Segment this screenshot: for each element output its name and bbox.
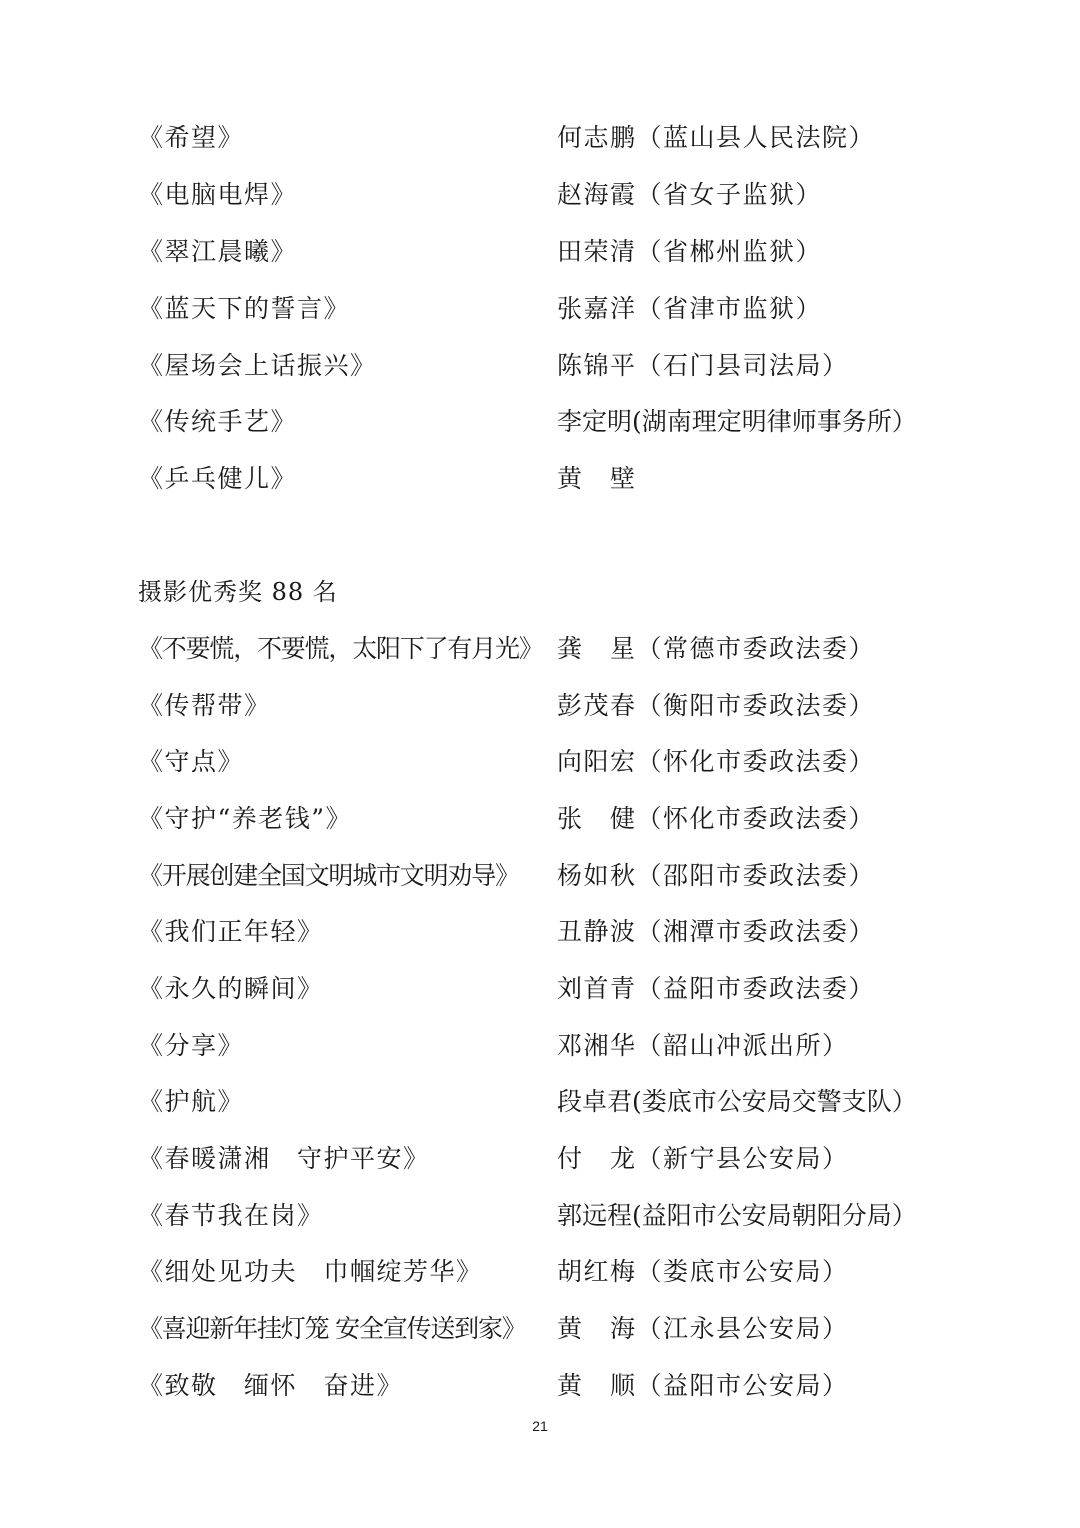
author-name: 黄 海（江永县公安局）: [557, 1314, 849, 1343]
author-name: 邓湘华（韶山冲派出所）: [557, 1031, 849, 1060]
list-item: [0, 346, 1080, 386]
work-title: 《乒乓健儿》: [138, 464, 298, 493]
work-title: 《喜迎新年挂灯笼 安全宣传送到家》: [138, 1314, 526, 1343]
work-title: 《希望》: [138, 123, 245, 152]
list-item: [0, 799, 1080, 839]
list-item: [0, 289, 1080, 329]
author-name: 李定明(湖南理定明律师事务所）: [557, 407, 917, 436]
author-name: 张 健（怀化市委政法委）: [557, 804, 876, 833]
list-item: [0, 1309, 1080, 1349]
work-title: 《不要慌，不要慌，太阳下了有月光》: [138, 634, 543, 663]
list-item: [0, 1366, 1080, 1406]
author-name: 赵海霞（省女子监狱）: [557, 180, 823, 209]
work-title: 《永久的瞬间》: [138, 974, 324, 1003]
author-name: 黄 顺（益阳市公安局）: [557, 1371, 849, 1400]
author-name: 段卓君(娄底市公安局交警支队）: [557, 1087, 917, 1116]
work-title: 《蓝天下的誓言》: [138, 294, 351, 323]
section-heading: 摄影优秀奖 88 名: [138, 578, 338, 606]
work-title: 《春节我在岗》: [138, 1201, 324, 1230]
list-item: [0, 232, 1080, 272]
list-item: [0, 856, 1080, 896]
author-name: 杨如秋（邵阳市委政法委）: [557, 861, 876, 890]
author-name: 陈锦平（石门县司法局）: [557, 351, 849, 380]
list-item: [0, 459, 1080, 499]
list-item: [0, 402, 1080, 442]
work-title: 《细处见功夫 巾帼绽芳华》: [138, 1257, 483, 1286]
work-title: 《春暖潇湘 守护平安》: [138, 1144, 430, 1173]
author-name: 张嘉洋（省津市监狱）: [557, 294, 823, 323]
list-item: [0, 175, 1080, 215]
work-title: 《翠江晨曦》: [138, 237, 298, 266]
work-title: 《致敬 缅怀 奋进》: [138, 1371, 404, 1400]
author-name: 黄 壁: [557, 464, 637, 493]
list-item: [0, 1026, 1080, 1066]
list-item: [0, 629, 1080, 669]
list-item: [0, 1252, 1080, 1292]
author-name: 彭茂春（衡阳市委政法委）: [557, 691, 876, 720]
page-number: 21: [532, 1418, 548, 1434]
author-name: 胡红梅（娄底市公安局）: [557, 1257, 849, 1286]
work-title: 《守护“养老钱”》: [138, 804, 353, 833]
work-title: 《传统手艺》: [138, 407, 298, 436]
list-item: [0, 1196, 1080, 1236]
work-title: 《屋场会上话振兴》: [138, 351, 377, 380]
work-title: 《分享》: [138, 1031, 245, 1060]
work-title: 《电脑电焊》: [138, 180, 298, 209]
work-title: 《护航》: [138, 1087, 245, 1116]
work-title: 《守点》: [138, 747, 245, 776]
list-item: [0, 1082, 1080, 1122]
author-name: 郭远程(益阳市公安局朝阳分局）: [557, 1201, 917, 1230]
author-name: 付 龙（新宁县公安局）: [557, 1144, 849, 1173]
work-title: 《我们正年轻》: [138, 917, 324, 946]
list-item: [0, 1139, 1080, 1179]
work-title: 《传帮带》: [138, 691, 271, 720]
list-item: [0, 118, 1080, 158]
list-item: [0, 686, 1080, 726]
list-item: [0, 969, 1080, 1009]
author-name: 何志鹏（蓝山县人民法院）: [557, 123, 876, 152]
list-item: [0, 742, 1080, 782]
author-name: 向阳宏（怀化市委政法委）: [557, 747, 876, 776]
author-name: 龚 星（常德市委政法委）: [557, 634, 876, 663]
author-name: 丑静波（湘潭市委政法委）: [557, 917, 876, 946]
list-item: [0, 912, 1080, 952]
author-name: 刘首青（益阳市委政法委）: [557, 974, 876, 1003]
work-title: 《开展创建全国文明城市文明劝导》: [138, 861, 519, 890]
author-name: 田荣清（省郴州监狱）: [557, 237, 823, 266]
